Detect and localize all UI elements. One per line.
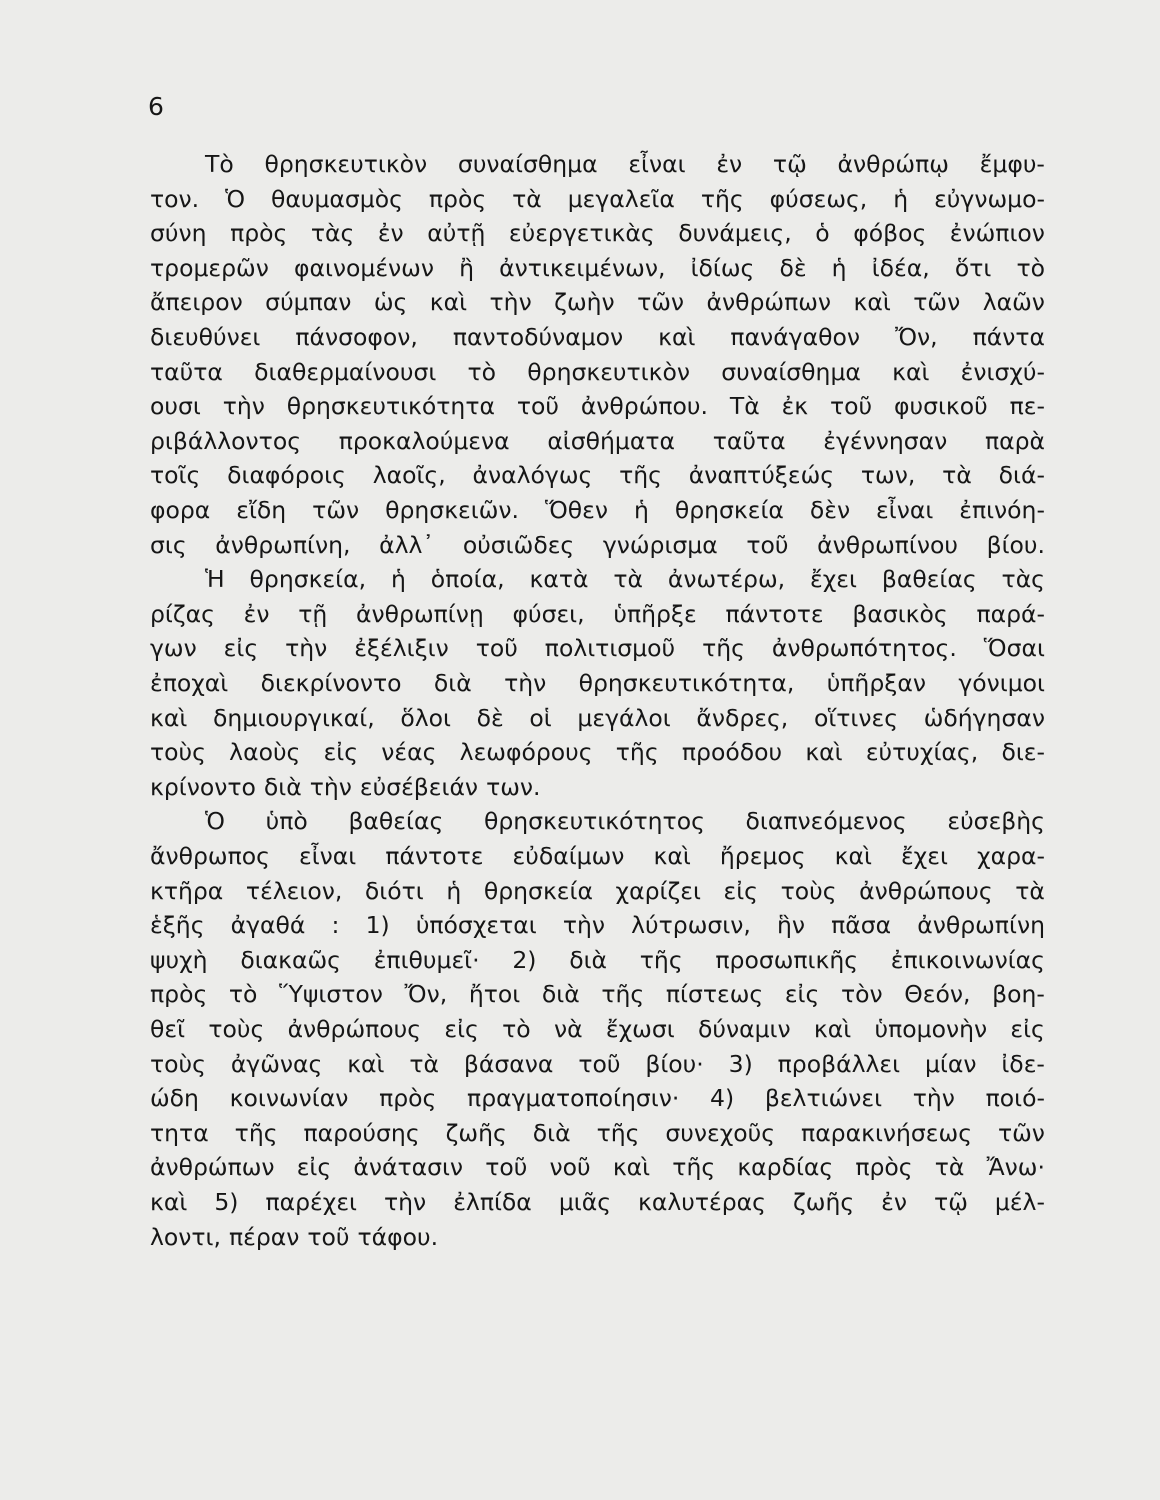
text-line: ἄπειρον σύμπαν ὡς καὶ τὴν ζωὴν τῶν ἀνθρώπων καὶ τῶν λαῶν [150, 288, 1045, 317]
text-line: διευθύνει πάνσοφον, παντοδύναμον καὶ πανάγαθον Ὄν, πάντα [150, 323, 1045, 351]
text-line: πρὸς τὸ Ὕψιστον Ὄν, ἤτοι διὰ τῆς πίστεως εἰς τὸν Θεόν, βοη- [150, 980, 1045, 1009]
text-line: φορα εἴδη τῶν θρησκειῶν. Ὅθεν ἡ θρησκεία δὲν εἶναι ἐπινόη- [150, 496, 1045, 524]
text-line: ἐποχαὶ διεκρίνοντο διὰ τὴν θρησκευτικότητα, ὑπῆρξαν γόνιμοι [150, 669, 1045, 697]
text-line: θεῖ τοὺς ἀνθρώπους εἰς τὸ νὰ ἔχωσι δύναμιν καὶ ὑπομονὴν εἰς [150, 1015, 1045, 1043]
text-line: τον. Ὁ θαυμασμὸς πρὸς τὰ μεγαλεῖα τῆς φύσεως, ἡ εὐγνωμο- [150, 184, 1045, 213]
text-line: τοὺς λαοὺς εἰς νέας λεωφόρους τῆς προόδου καὶ εὐτυχίας, διε- [150, 738, 1045, 767]
text-line: ἀνθρώπων εἰς ἀνάτασιν τοῦ νοῦ καὶ τῆς καρδίας πρὸς τὰ Ἄνω· [150, 1153, 1045, 1182]
text-line: Ἡ θρησκεία, ἡ ὁποία, κατὰ τὰ ἀνωτέρω, ἔχει βαθείας τὰς [205, 565, 1045, 594]
text-line: τητα τῆς παρούσης ζωῆς διὰ τῆς συνεχοῦς παρακινήσεως τῶν [150, 1118, 1045, 1147]
text-line: Τὸ θρησκευτικὸν συναίσθημα εἶναι ἐν τῷ ἀνθρώπῳ ἔμφυ- [205, 150, 1045, 178]
text-line: ψυχὴ διακαῶς ἐπιθυμεῖ· 2) διὰ τῆς προσωπικῆς ἐπικοινωνίας [150, 945, 1045, 974]
page-number: 6 [148, 92, 164, 121]
text-line: ώδη κοινωνίαν πρὸς πραγματοποίησιν· 4) βελτιώνει τὴν ποιό- [150, 1084, 1045, 1113]
text-line: ριβάλλοντος προκαλούμενα αἰσθήματα ταῦτα ἐγέννησαν παρὰ [150, 426, 1045, 455]
text-line: ταῦτα διαθερμαίνουσι τὸ θρησκευτικὸν συναίσθημα καὶ ἐνισχύ- [150, 357, 1045, 386]
text-line: Ὁ ὑπὸ βαθείας θρησκευτικότητος διαπνεόμενος εὐσεβὴς [205, 807, 1045, 836]
text-line: ἄνθρωπος εἶναι πάντοτε εὐδαίμων καὶ ἤρεμος καὶ ἔχει χαρα- [150, 842, 1045, 870]
text-line: τοῖς διαφόροις λαοῖς, ἀναλόγως τῆς ἀναπτύξεώς των, τὰ διά- [150, 461, 1045, 490]
text-line: γων εἰς τὴν ἐξέλιξιν τοῦ πολιτισμοῦ τῆς ἀνθρωπότητος. Ὅσαι [150, 634, 1045, 663]
text-line: καὶ δημιουργικαί, ὅλοι δὲ οἱ μεγάλοι ἄνδρες, οἵτινες ὡδήγησαν [150, 703, 1045, 732]
text-line: τρομερῶν φαινομένων ἢ ἀντικειμένων, ἰδίως δὲ ἡ ἰδέα, ὅτι τὸ [150, 253, 1045, 282]
text-line: λοντι, πέραν τοῦ τάφου. [150, 1222, 439, 1251]
text-line: ἑξῆς ἀγαθά : 1) ὑπόσχεται τὴν λύτρωσιν, ἣν πᾶσα ἀνθρωπίνη [150, 911, 1045, 940]
text-line: ουσι τὴν θρησκευτικότητα τοῦ ἀνθρώπου. Τὰ ἐκ τοῦ φυσικοῦ πε- [150, 392, 1045, 421]
text-line: κρίνοντο διὰ τὴν εὐσέβειάν των. [150, 772, 541, 801]
text-line: σις ἀνθρωπίνη, ἀλλ᾽ οὐσιῶδες γνώρισμα τοῦ ἀνθρωπίνου βίου. [150, 530, 1045, 559]
text-line: κτῆρα τέλειον, διότι ἡ θρησκεία χαρίζει εἰς τοὺς ἀνθρώπους τὰ [150, 876, 1045, 905]
text-line: τοὺς ἀγῶνας καὶ τὰ βάσανα τοῦ βίου· 3) προβάλλει μίαν ἰδε- [150, 1049, 1045, 1078]
text-line: καὶ 5) παρέχει τὴν ἐλπίδα μιᾶς καλυτέρας ζωῆς ἐν τῷ μέλ- [150, 1188, 1045, 1216]
text-line: ρίζας ἐν τῇ ἀνθρωπίνῃ φύσει, ὑπῆρξε πάντοτε βασικὸς παρά- [150, 599, 1045, 628]
text-line: σύνη πρὸς τὰς ἐν αὐτῇ εὐεργετικὰς δυνάμεις, ὁ φόβος ἐνώπιον [150, 219, 1045, 248]
